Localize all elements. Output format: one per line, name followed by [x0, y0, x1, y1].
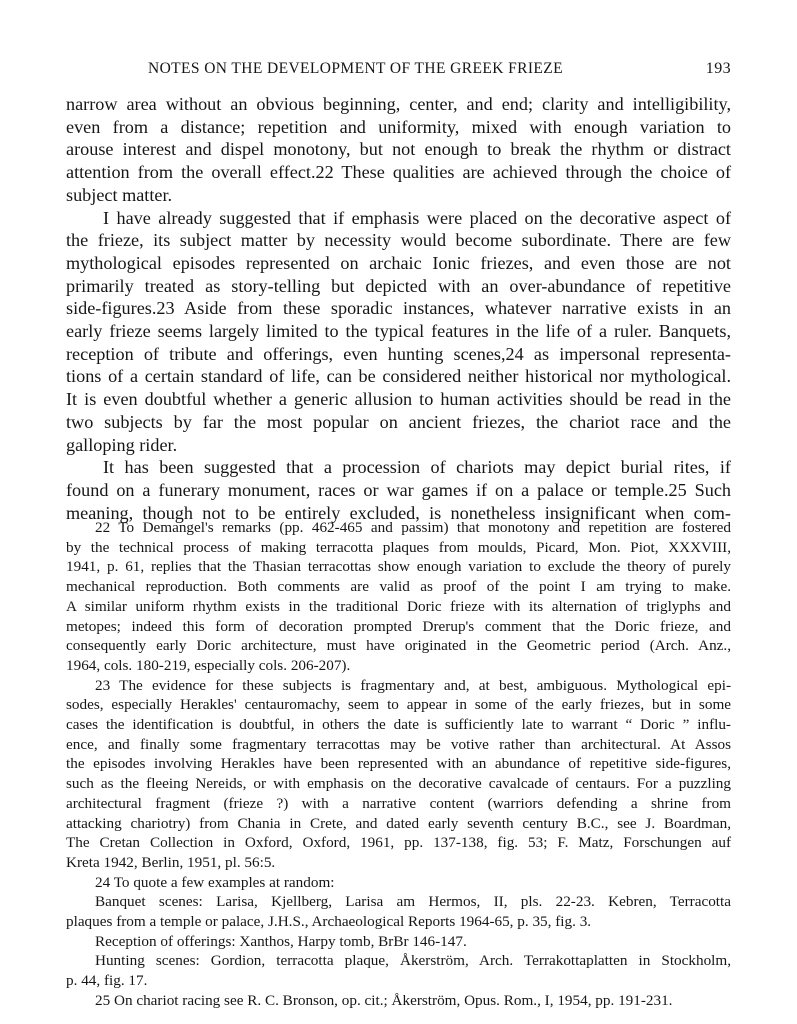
footnote-line: 1941, p. 61, replies that the Thasian terracottas show enough variation to exclude the theory of purely: [66, 558, 731, 576]
footnote-line: p. 44, fig. 17.: [66, 972, 148, 990]
footnotes: [66, 518, 731, 1011]
text-line: tions of a certain standard of life, can be considered neither historical nor mythological.: [66, 366, 731, 387]
footnote-line: 24 To quote a few examples at random:: [95, 873, 335, 891]
footnote-line: Hunting scenes: Gordion, terracotta plaque, Åkerström, Arch. Terrakottaplatten in Stockholm,: [95, 952, 731, 970]
footnote-line: 23 The evidence for these subjects is fragmentary and, at best, ambiguous. Mythological epi-: [95, 676, 731, 694]
text-line: primarily treated as story-telling but depicted with an over-abundance of repetitive: [66, 275, 731, 296]
footnote-line: metopes; indeed this form of decoration prompted Drerup's comment that the Doric frieze, and: [66, 617, 731, 635]
text-line: It is even doubtful whether a generic allusion to human activities should be read in the: [66, 389, 731, 410]
footnote-line: by the technical process of making terracotta plaques from moulds, Picard, Mon. Piot, XXXVIII,: [66, 538, 731, 556]
text-line: narrow area without an obvious beginning, center, and end; clarity and intelligibility,: [66, 94, 731, 114]
text-line: arouse interest and dispel monotony, but not enough to break the rhythm or distract: [66, 139, 731, 160]
text-line: galloping rider.: [66, 434, 178, 455]
footnote-line: The Cretan Collection in Oxford, Oxford, 1961, pp. 137-138, fig. 53; F. Matz, Forschungen auf: [66, 834, 731, 852]
main-text: [66, 93, 731, 524]
text-line: even from a distance; repetition and uniformity, mixed with enough variation to: [66, 116, 731, 137]
text-line: early frieze seems largely limited to the typical features in the life of a ruler. Banquets,: [66, 321, 731, 342]
text-line: the frieze, its subject matter by necessity would become subordinate. There are few: [66, 230, 731, 251]
footnote-line: mechanical reproduction. Both comments are valid as proof of the point I am trying to make.: [66, 578, 731, 596]
text-line: found on a funerary monument, races or war games if on a palace or temple.25 Such: [66, 479, 731, 500]
footnote-line: Banquet scenes: Larisa, Kjellberg, Larisa am Hermos, II, pls. 22-23. Kebren, Terracotta: [95, 893, 731, 911]
text-line: subject matter.: [66, 184, 173, 205]
footnote-line: 1964, cols. 180-219, especially cols. 206-207).: [66, 656, 351, 674]
footnote-line: A similar uniform rhythm exists in the traditional Doric frieze with its alternation of triglyphs and: [66, 597, 731, 615]
text-line: meaning, though not to be entirely excluded, is nonetheless insignificant when com-: [66, 502, 731, 523]
footnote-line: cases the identification is doubtful, in others the date is sufficiently late to warrant “ Doric ” influ-: [66, 716, 731, 734]
footnote-line: 25 On chariot racing see R. C. Bronson, op. cit.; Åkerström, Opus. Rom., I, 1954, pp. 191-231.: [95, 991, 673, 1009]
footnote-line: sodes, especially Herakles' centauromachy, seem to appear in some of the early friezes, but in some: [66, 696, 731, 714]
footnote-line: plaques from a temple or palace, J.H.S., Archaeological Reports 1964-65, p. 35, fig. 3.: [66, 913, 592, 931]
footnote-line: ence, and finally some fragmentary terracottas may be votive rather than architectural. At Assos: [66, 735, 731, 753]
running-title: NOTES ON THE DEVELOPMENT OF THE GREEK FRIEZE: [148, 60, 563, 77]
footnote-line: Reception of offerings: Xanthos, Harpy tomb, BrBr 146-147.: [95, 932, 467, 950]
text-line: side-figures.23 Aside from these sporadic instances, whatever narrative exists in an: [66, 298, 731, 319]
footnote-line: consequently early Doric architecture, must have originated in the Geometric period (Arch. Anz.,: [66, 637, 731, 655]
footnote-line: such as the fleeing Nereids, or with emphasis on the decorative cavalcade of centaurs. For a puzzling: [66, 775, 731, 793]
footnote-line: 22 To Demangel's remarks (pp. 462-465 and passim) that monotony and repetition are fostered: [95, 519, 731, 536]
text-line: mythological episodes represented on archaic Ionic friezes, and even those are not: [66, 252, 731, 273]
text-line: two subjects by far the most popular on ancient friezes, the chariot race and the: [66, 411, 731, 432]
running-header: [66, 60, 731, 84]
text-line: It has been suggested that a procession of chariots may depict burial rites, if: [103, 457, 731, 478]
text-line: attention from the overall effect.22 These qualities are achieved through the choice of: [66, 162, 731, 183]
text-line: I have already suggested that if emphasis were placed on the decorative aspect of: [103, 207, 731, 228]
footnote-line: architectural fragment (frieze ?) with a narrative content (warriors defending a shrine from: [66, 794, 731, 812]
page-number: 193: [705, 60, 731, 77]
footnote-line: the episodes involving Herakles have been represented with an abundance of repetitive side-figures,: [66, 755, 731, 773]
footnote-line: Kreta 1942, Berlin, 1951, pl. 56:5.: [66, 853, 276, 871]
footnote-line: attacking chariotry) from Chania in Crete, and dated early seventh century B.C., see J. Boardman,: [66, 814, 731, 832]
text-line: reception of tribute and offerings, even hunting scenes,24 as impersonal representa-: [66, 343, 731, 364]
